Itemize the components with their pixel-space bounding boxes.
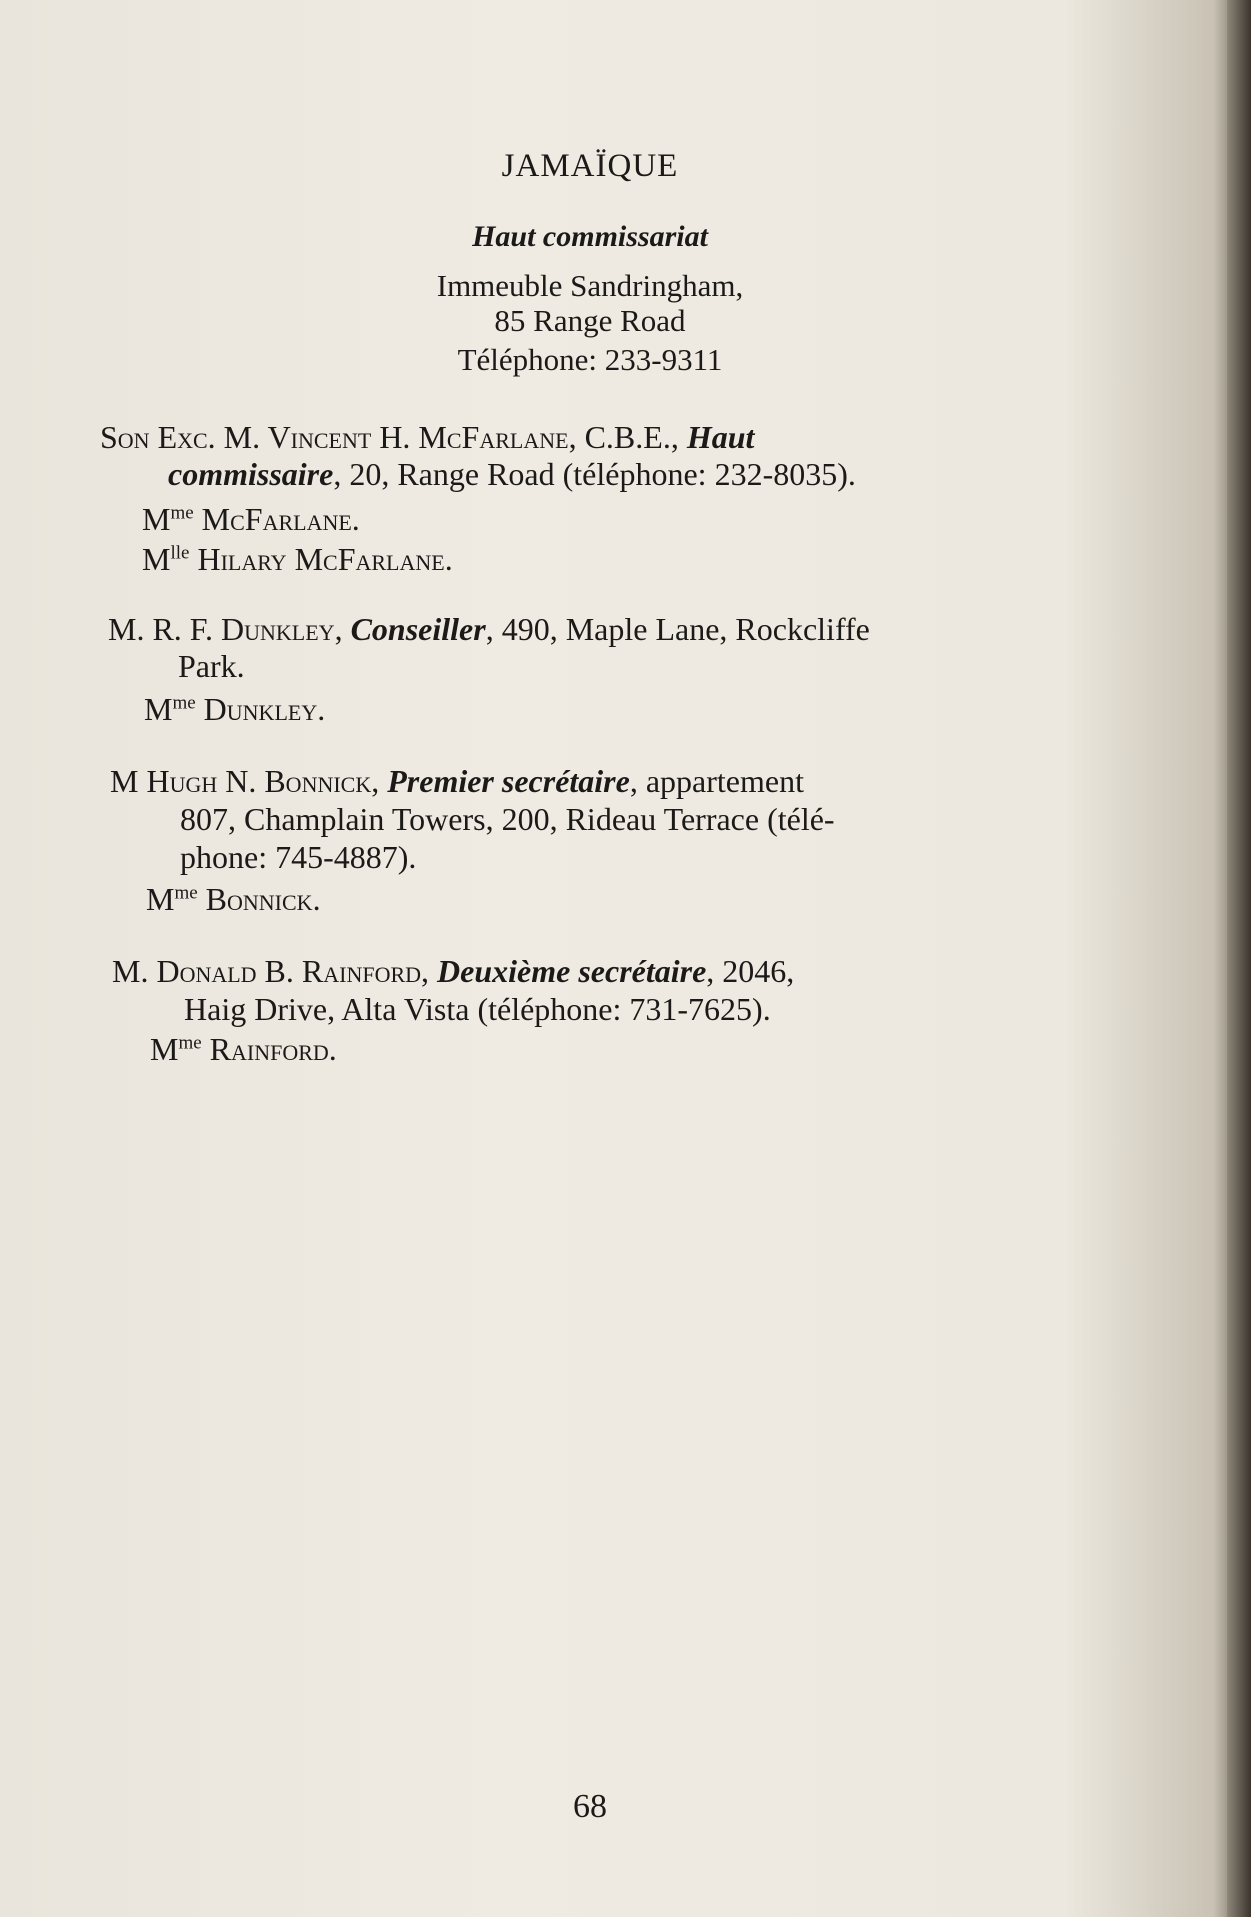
- spouse-line: $M^{me}$ Rainford.: [150, 1031, 337, 1067]
- binding-edge: [1227, 0, 1251, 1917]
- honorific: M.: [112, 953, 157, 989]
- position-title: Premier secrétaire: [387, 763, 630, 799]
- position-title: Deuxième secrétaire: [437, 953, 707, 989]
- entry-line: [184, 990, 771, 1028]
- spouse-line: $M^{me}$ Dunkley.: [144, 691, 326, 727]
- spouse-name: Bonnick.: [205, 881, 321, 917]
- spouse-line: $M^{me}$ McFarlane.: [142, 501, 360, 537]
- page-number: 68: [573, 1788, 607, 1825]
- spouse-name: Rainford.: [209, 1031, 337, 1067]
- name-suffix: , C.B.E.,: [568, 419, 687, 455]
- spouse-name: McFarlane.: [201, 501, 360, 537]
- entry-line: [100, 418, 754, 456]
- entry-line: M Hugh N. Bonnick, Premier secrétaire, appartement: [110, 763, 804, 799]
- spouse-name: Dunkley.: [203, 691, 326, 727]
- address-phone: Téléphone: 233-9311: [457, 342, 723, 377]
- country-heading: JAMAÏQUE: [501, 148, 679, 184]
- entry-line: M. R. F. Dunkley, Conseiller, 490, Maple Lane, Rockcliffe: [108, 611, 870, 647]
- position-title: Conseiller: [350, 611, 486, 647]
- honorific: M. R. F.: [108, 611, 222, 647]
- address-building: Immeuble Sandringham,: [436, 268, 744, 303]
- address-detail: phone: 745-4887).: [180, 839, 417, 875]
- title-superscript: lle: [170, 542, 190, 564]
- spouse-line: $M^{me}$ Bonnick.: [146, 881, 321, 917]
- address-street: 85 Range Road: [494, 303, 686, 338]
- person-name: Vincent H. McFarlane: [267, 419, 569, 455]
- address-detail: , appartement: [629, 763, 804, 799]
- title-superscript: me: [170, 502, 194, 524]
- person-name: Donald B. Rainford: [156, 953, 422, 989]
- entry-line: [180, 838, 416, 876]
- honorific: Son Exc. M.: [100, 419, 268, 455]
- entry-line: [178, 647, 245, 685]
- title-superscript: me: [172, 692, 196, 714]
- address-detail: , 20, Range Road (téléphone: 232-8035).: [333, 456, 856, 492]
- daughter-name: Hilary McFarlane.: [197, 541, 453, 577]
- address-detail: Park.: [178, 648, 245, 684]
- entry-line: [168, 455, 856, 493]
- entry-line: [180, 800, 835, 838]
- person-name: Hugh N. Bonnick: [146, 763, 372, 799]
- honorific: M: [110, 763, 147, 799]
- address-detail: , 490, Maple Lane, Rockcliffe: [485, 611, 870, 647]
- person-name: Dunkley: [221, 611, 335, 647]
- address-detail: Haig Drive, Alta Vista (téléphone: 731-7625).: [184, 991, 771, 1027]
- office-title: Haut commissariat: [472, 220, 708, 253]
- address-detail: 807, Champlain Towers, 200, Rideau Terrace (télé-: [180, 801, 835, 837]
- position-title: commissaire: [168, 456, 334, 492]
- title-superscript: me: [178, 1032, 202, 1054]
- title-superscript: me: [174, 882, 198, 904]
- position-title: Haut: [686, 419, 755, 455]
- daughter-line: $M^{lle}$ Hilary McFarlane.: [142, 541, 453, 577]
- entry-line: M. Donald B. Rainford, Deuxième secrétaire, 2046,: [112, 953, 795, 989]
- address-detail: , 2046,: [706, 953, 795, 989]
